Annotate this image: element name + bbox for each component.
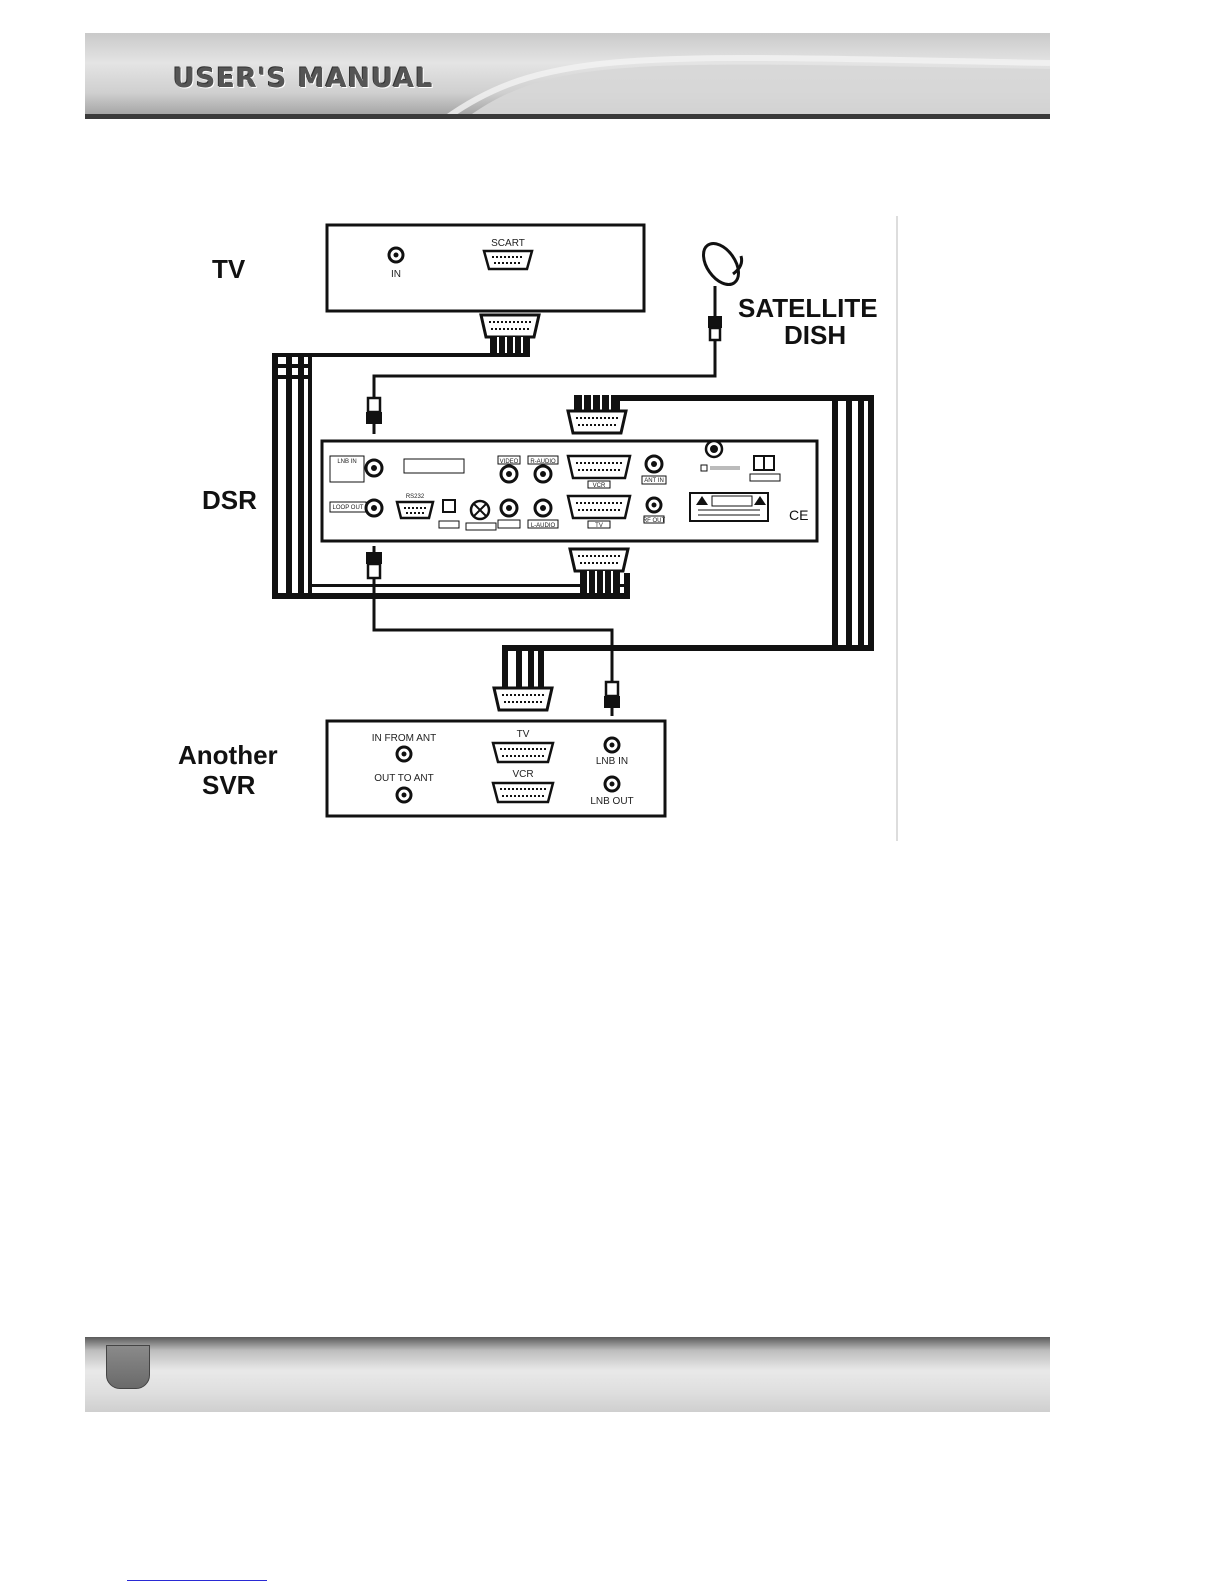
dsr-vcr-label: VCR xyxy=(592,483,606,489)
dsr-loop-out-coax-plug xyxy=(366,546,382,578)
svr-vcr-label: VCR xyxy=(512,769,534,780)
another-svr-label-line1: Another xyxy=(178,740,278,770)
svr-lnb-coax-plug xyxy=(604,682,620,716)
dsr-ce-mark: CE xyxy=(789,507,809,523)
header-rule xyxy=(85,114,1050,119)
another-svr-label-line2: SVR xyxy=(202,770,256,800)
svr-out-to-ant-label: OUT TO ANT xyxy=(374,773,434,784)
dsr-rear-panel xyxy=(322,441,817,541)
dsr-video-label: VIDEO xyxy=(499,459,519,465)
tv-scart-socket xyxy=(484,251,532,269)
tv-in-label: IN xyxy=(391,269,401,280)
header-banner xyxy=(85,33,1050,119)
dish-coax-plug xyxy=(708,316,722,348)
bottom-link-underline xyxy=(127,1580,267,1581)
svr-tv-label: TV xyxy=(516,729,530,740)
svr-in-from-ant-label: IN FROM ANT xyxy=(371,733,437,744)
dsr-lnb-in-label: LNB IN xyxy=(337,459,357,465)
dsr-info-sticker xyxy=(404,459,464,473)
tv-scart-plug xyxy=(481,315,539,353)
dsr-r-audio-label: R-AUDIO xyxy=(530,459,556,465)
dsr-tv-label: TV xyxy=(595,523,603,529)
another-svr-device xyxy=(327,721,665,816)
dsr-l-audio-label: L-AUDIO xyxy=(530,523,556,529)
svr-lnb-out-label: LNB OUT xyxy=(590,796,634,807)
tv-device xyxy=(327,225,644,311)
dsr-label: DSR xyxy=(202,485,257,515)
page-header-title: USER'S MANUAL xyxy=(173,63,434,94)
dsr-rf-out-label: RF OUT xyxy=(642,518,666,524)
dsr-lnb-coax-plug xyxy=(366,398,382,434)
satellite-dish-label-line2: DISH xyxy=(784,320,847,350)
dsr-rs232-label: RS232 xyxy=(405,494,425,500)
dsr-ant-in-label: ANT IN xyxy=(644,478,664,484)
connection-diagram xyxy=(178,216,903,841)
footer-banner xyxy=(85,1337,1050,1412)
svr-lnb-in-label: LNB IN xyxy=(595,756,629,767)
svr-tv-scart-plug xyxy=(494,688,552,710)
satellite-dish-label-line1: SATELLITE xyxy=(738,293,878,323)
tv-scart-label: SCART xyxy=(491,238,525,249)
connection-diagram-svg xyxy=(178,216,903,841)
footer-page-tab xyxy=(106,1345,150,1389)
dsr-loop-out-label: LOOP OUT xyxy=(332,505,364,511)
dsr-vcr-scart-plug xyxy=(568,395,626,433)
tv-label: TV xyxy=(212,254,246,284)
dsr-vcr-scart-socket xyxy=(568,456,630,478)
dsr-rs232-port xyxy=(397,502,433,518)
dsr-tv-scart-socket xyxy=(568,496,630,518)
